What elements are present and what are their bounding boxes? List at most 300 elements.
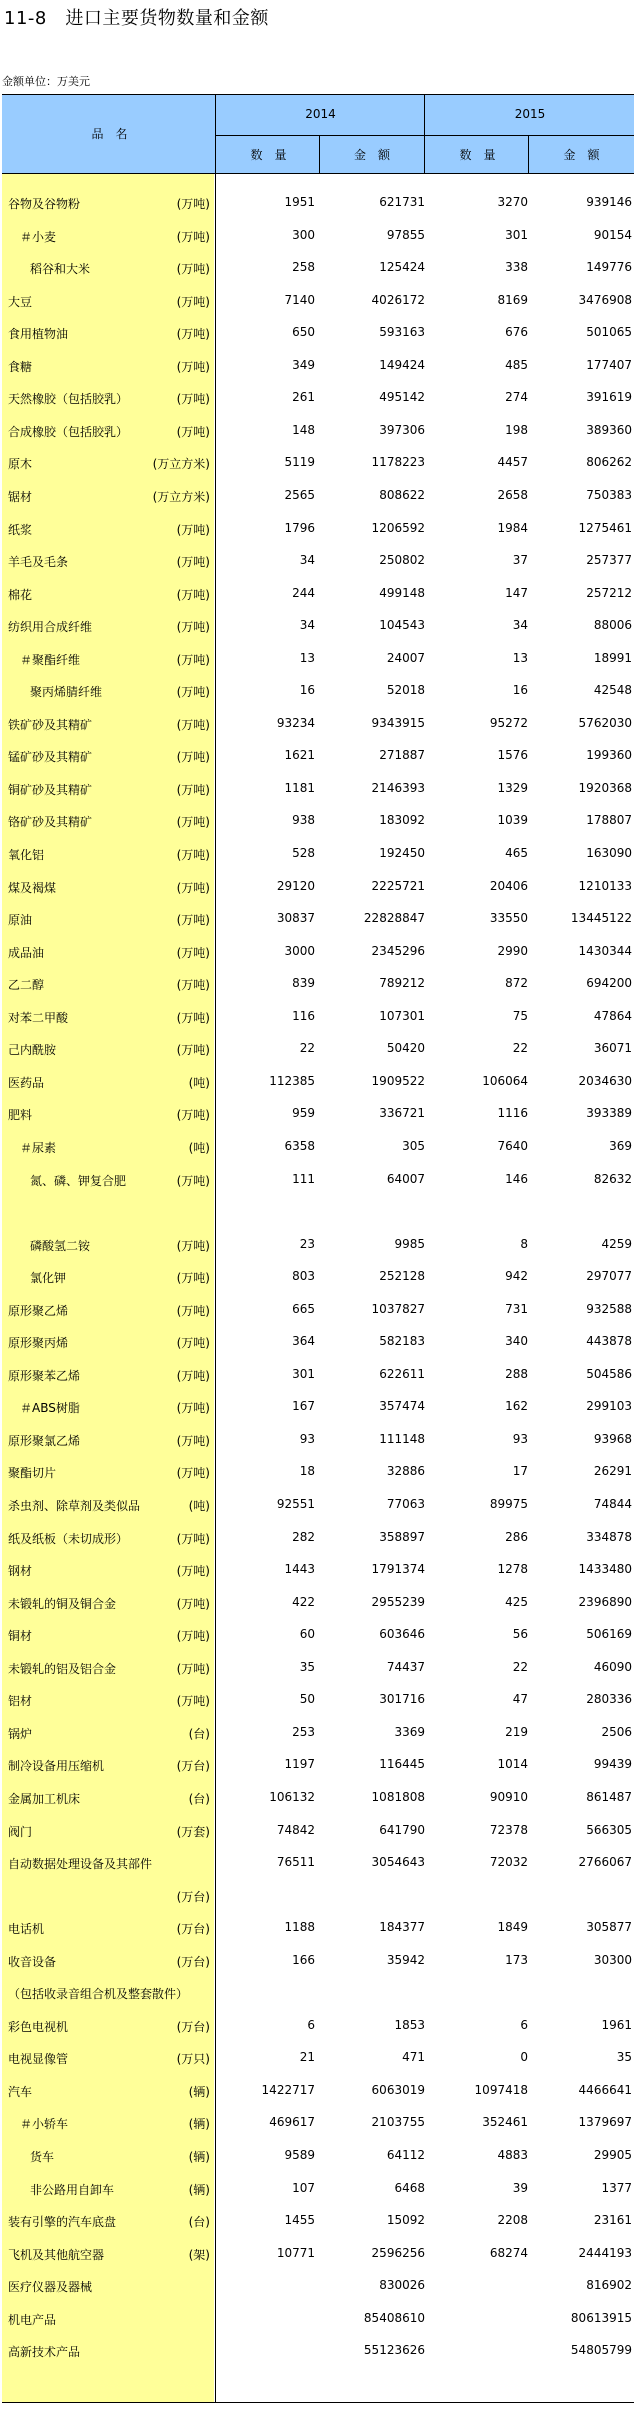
amount-2015: 74844 [593,1497,632,1511]
amount-2015: 305877 [586,1920,632,1935]
amount-2015: 29905 [593,2148,632,2162]
amount-2015: 750383 [586,487,632,502]
amount-2015: 5762030 [578,715,632,730]
qty-2014: 938 [292,813,315,828]
item-unit: (万吨) [176,1271,210,1286]
qty-2014: 9589 [284,2148,315,2162]
qty-2014: 10771 [276,2245,315,2260]
amount-2015: 506169 [586,1627,632,1642]
amount-2015: 1920368 [578,780,632,795]
table-row [0,2204,637,2236]
amount-2014: 641790 [379,1822,425,1837]
item-name: ＃小麦 [20,229,57,244]
amount-2014: 1081808 [371,1789,425,1804]
amount-2014: 192450 [379,846,425,860]
table-row [0,1163,637,1195]
qty-2014: 93234 [276,715,315,730]
item-unit: (万吨) [176,229,210,244]
table-row [0,1065,637,1097]
amount-2014: 6063019 [371,2082,425,2097]
amount-2015: 90154 [593,227,632,242]
item-unit: (万立方米) [152,457,210,472]
qty-2015: 2208 [497,2213,528,2228]
qty-2014: 18 [299,1464,315,1479]
amount-2014: 50420 [386,1041,425,1056]
qty-2015: 147 [505,585,528,600]
qty-2015: 13 [512,650,528,665]
item-unit: (万吨) [176,815,210,830]
qty-2015: 286 [505,1529,528,1544]
qty-2015: 1097418 [474,2082,528,2097]
amount-2015: 1379697 [578,2115,632,2130]
qty-2014: 13 [299,650,315,665]
unit-note: 金额单位：万美元 [2,75,90,88]
table-row [0,2009,637,2041]
item-name: 己内酰胺 [8,1043,57,1058]
item-unit: (辆) [188,2150,210,2164]
item-unit: (台) [188,1726,210,1741]
amount-2014: 3054643 [371,1855,425,1869]
item-name: 大豆 [8,294,33,309]
item-name: 电话机 [8,1922,45,1937]
item-name: ＃聚酯纤维 [20,652,81,667]
amount-2015: 1961 [601,2017,632,2032]
qty-2015: 75 [512,1008,528,1023]
qty-2015: 274 [505,390,528,405]
item-name: 氮、磷、钾复合肥 [30,1173,127,1188]
item-unit: (万台) [176,1889,210,1904]
item-unit: (万吨) [176,978,210,993]
amount-2015: 2506 [601,1724,632,1739]
item-name: 聚丙烯腈纤维 [30,685,103,700]
qty-2015: 1984 [497,520,528,535]
item-name: 原形聚苯乙烯 [8,1368,81,1383]
amount-2015: 1377 [601,2180,632,2195]
qty-2014: 364 [292,1334,315,1349]
item-unit: (台) [188,1791,210,1806]
qty-2015: 872 [505,976,528,991]
qty-2014: 30837 [276,911,315,926]
item-unit: (万吨) [176,1629,210,1644]
amount-2014: 6468 [394,2180,425,2195]
table-row [0,577,637,609]
amount-2015: 280336 [586,1692,632,1707]
amount-2015: 566305 [586,1822,632,1837]
rule-year-divider [424,95,425,173]
amount-2015: 54805799 [570,2343,632,2358]
item-name: 天然橡胶（包括胶乳） [8,392,129,407]
table-row [0,804,637,836]
qty-2014: 16 [299,683,315,698]
item-unit: (万台) [176,1759,210,1774]
amount-2015: 35 [616,2050,632,2065]
item-name: 聚酯切片 [8,1466,57,1481]
qty-2015: 72378 [489,1822,528,1837]
table-row [0,251,637,283]
item-name: 汽车 [8,2084,33,2099]
qty-2015: 146 [505,1171,528,1186]
item-name: 稻谷和大米 [30,262,91,277]
table-row [0,2106,637,2138]
item-name: 成品油 [8,945,45,960]
table-row [0,1228,637,1260]
header-item-label: 品 名 [91,127,128,141]
amount-2014: 271887 [379,748,425,763]
table-row [0,1423,637,1455]
table-row [0,2074,637,2106]
amount-2015: 1433480 [578,1562,632,1577]
amount-2015: 334878 [586,1529,632,1544]
table-row [0,1358,637,1390]
amount-2014: 107301 [379,1008,425,1023]
qty-2015: 7640 [497,1138,528,1153]
amount-2014: 24007 [386,650,425,665]
item-unit: (万吨) [176,1043,210,1058]
amount-2015: 30300 [593,1952,632,1967]
amount-2015: 369 [609,1138,632,1153]
item-name: 自动数据处理设备及其部件 [8,1857,153,1871]
item-name: 货车 [30,2150,55,2164]
table-row [0,1325,637,1357]
qty-2015: 731 [505,1301,528,1316]
amount-2014: 111148 [379,1431,425,1446]
qty-2014: 34 [299,553,315,567]
amount-2014: 830026 [379,2278,425,2293]
amount-2014: 1206592 [371,520,425,535]
item-unit: (万吨) [176,522,210,537]
qty-2014: 300 [292,227,315,242]
item-name: 对苯二甲酸 [8,1010,69,1025]
table-row [0,1781,637,1813]
item-unit: (万只) [176,2052,210,2067]
item-unit: (万吨) [176,1368,210,1383]
item-unit: (万吨) [176,913,210,928]
qty-2014: 106132 [269,1789,315,1804]
table-row [0,1944,637,1976]
amount-2014: 64007 [386,1171,425,1186]
amount-2014: 336721 [379,1106,425,1121]
item-unit: (万吨) [176,1010,210,1025]
table-row [0,1032,637,1064]
amount-2014: 125424 [379,260,425,275]
qty-2014: 1197 [284,1757,315,1772]
amount-2015: 816902 [586,2278,632,2293]
amount-2015: 257377 [586,553,632,567]
qty-2014: 5119 [284,455,315,470]
amount-2015: 163090 [586,846,632,860]
amount-2014: 1909522 [371,1073,425,1088]
amount-2014: 149424 [379,357,425,372]
table-row [0,1618,637,1650]
amount-2014: 104543 [379,618,425,633]
item-unit: (万吨) [176,782,210,797]
item-unit: (台) [188,2215,210,2230]
amount-2014: 301716 [379,1692,425,1707]
item-name: 医疗仪器及器械 [8,2280,93,2295]
qty-2015: 22 [512,1041,528,1056]
amount-2014: 471 [402,2050,425,2065]
item-name: 机电产品 [8,2312,57,2327]
item-unit: (吨) [188,1140,210,1155]
header-year-2014: 2014 [305,107,336,121]
item-unit: (万吨) [176,880,210,895]
amount-2014: 9985 [394,1236,425,1251]
table-row [0,2139,637,2171]
qty-2014: 650 [292,325,315,340]
amount-2014: 3369 [394,1724,425,1739]
qty-2015: 352461 [482,2115,528,2130]
qty-2015: 340 [505,1334,528,1349]
amount-2015: 13445122 [570,911,632,926]
amount-2014: 22828847 [363,911,425,926]
rule-2015-sub [528,136,529,173]
item-name: 原木 [8,457,33,472]
amount-2015: 88006 [593,618,632,633]
table-row [0,1130,637,1162]
amount-2015: 4466641 [578,2082,632,2097]
table-row [0,2302,637,2334]
amount-2015: 297077 [586,1269,632,1284]
table-row [0,2269,637,2301]
qty-2015: 2658 [497,487,528,502]
qty-2015: 1576 [497,748,528,763]
qty-2015: 219 [505,1724,528,1739]
amount-2015: 806262 [586,455,632,470]
qty-2014: 1181 [284,780,315,795]
qty-2014: 1443 [284,1562,315,1577]
table-row [0,1879,637,1911]
amount-2014: 358897 [379,1529,425,1544]
rule-bottom [2,2402,634,2403]
qty-2015: 8 [520,1236,528,1251]
qty-2014: 528 [292,846,315,860]
qty-2014: 1188 [284,1920,315,1935]
qty-2014: 167 [292,1399,315,1414]
amount-2014: 582183 [379,1334,425,1349]
amount-2015: 861487 [586,1789,632,1804]
amount-2014: 74437 [386,1659,425,1674]
item-name: 飞机及其他航空器 [8,2247,105,2262]
qty-2015: 95272 [489,715,528,730]
amount-2014: 252128 [379,1269,425,1284]
amount-2015: 47864 [593,1008,632,1023]
amount-2015: 932588 [586,1301,632,1316]
header-qty-2014: 数 量 [250,148,287,162]
item-name: 电视显像管 [8,2052,69,2067]
table-row [0,772,637,804]
table-row [0,739,637,771]
item-unit: (架) [188,2247,210,2262]
amount-2015: 42548 [593,683,632,698]
table-row [0,316,637,348]
amount-2014: 495142 [379,390,425,405]
item-name: 金属加工机床 [8,1791,81,1806]
table-row [0,1390,637,1422]
amount-2014: 1791374 [371,1562,425,1577]
item-unit: (万吨) [176,1173,210,1188]
table-row [0,1716,637,1748]
table-row [0,1293,637,1325]
qty-2014: 253 [292,1724,315,1739]
amount-2014: 9343915 [371,715,425,730]
qty-2015: 8169 [497,292,528,307]
item-name: 食糖 [8,359,33,374]
item-name: 锯材 [8,489,33,504]
amount-2014: 32886 [386,1464,425,1479]
amount-2014: 621731 [379,195,425,209]
amount-2015: 2766067 [578,1855,632,1869]
item-unit: (万吨) [176,1694,210,1709]
qty-2014: 34 [299,618,315,633]
item-name: 阀门 [8,1824,33,1839]
item-name: 谷物及谷物粉 [8,197,81,211]
table-row [0,1748,637,1780]
rule-header-mid [216,135,634,136]
item-name: 铜矿砂及其精矿 [8,782,93,797]
item-unit: (万吨) [176,848,210,862]
amount-2015: 80613915 [570,2310,632,2325]
qty-2014: 23 [299,1236,315,1251]
amount-2014: 622611 [379,1366,425,1381]
qty-2015: 17 [512,1464,528,1479]
qty-2015: 425 [505,1594,528,1609]
qty-2014: 1796 [284,520,315,535]
qty-2014: 60 [299,1627,315,1642]
amount-2014: 1037827 [371,1301,425,1316]
item-unit: (万吨) [176,1108,210,1123]
table-row [0,2334,637,2366]
item-name: ＃尿素 [20,1140,57,1155]
qty-2015: 56 [512,1627,528,1642]
amount-2014: 593163 [379,325,425,340]
qty-2014: 74842 [276,1822,315,1837]
amount-2015: 3476908 [578,292,632,307]
item-name: 铜材 [8,1629,33,1644]
amount-2015: 177407 [586,357,632,372]
amount-2015: 1275461 [578,520,632,535]
item-unit: (万吨) [176,359,210,374]
qty-2015: 1116 [497,1106,528,1121]
item-unit: (万台) [176,1922,210,1937]
amount-2014: 184377 [379,1920,425,1935]
amount-2015: 178807 [586,813,632,828]
table-row [0,1911,637,1943]
amount-2014: 250802 [379,553,425,567]
item-name: 纸浆 [8,522,33,537]
qty-2015: 2990 [497,943,528,958]
qty-2014: 29120 [276,878,315,893]
item-unit: (万吨) [176,294,210,309]
qty-2015: 4457 [497,455,528,470]
item-name: 制冷设备用压缩机 [8,1759,105,1774]
amount-2014: 64112 [386,2148,425,2162]
item-unit: (万吨) [176,1303,210,1318]
qty-2015: 68274 [489,2245,528,2260]
header-amt-2014: 金 额 [353,148,390,162]
amount-2015: 393389 [586,1106,632,1121]
item-name: 铝材 [8,1694,33,1709]
item-unit: (万吨) [176,327,210,342]
table-row [0,2172,637,2204]
item-unit: (万吨) [176,685,210,700]
amount-2014: 15092 [386,2213,425,2228]
qty-2015: 1014 [497,1757,528,1772]
amount-2014: 789212 [379,976,425,991]
item-name: 食用植物油 [8,327,69,342]
qty-2015: 20406 [489,878,528,893]
qty-2015: 301 [505,227,528,242]
qty-2014: 111 [292,1171,315,1186]
table-row [0,2237,637,2269]
qty-2015: 3270 [497,195,528,209]
qty-2014: 6 [307,2017,315,2032]
item-name: 彩色电视机 [8,2019,69,2034]
amount-2015: 36071 [593,1041,632,1056]
amount-2015: 2444193 [578,2245,632,2260]
table-row [0,1521,637,1553]
item-unit: (万吨) [176,392,210,407]
amount-2014: 183092 [379,813,425,828]
qty-2015: 676 [505,325,528,340]
table-row [0,284,637,316]
table-row [0,609,637,641]
qty-2015: 288 [505,1366,528,1381]
item-unit: (万吨) [176,1531,210,1546]
item-unit: (辆) [188,2182,210,2197]
table-row [0,642,637,674]
item-name: 未锻轧的铜及铜合金 [8,1596,117,1611]
amount-2015: 82632 [593,1171,632,1186]
table-row [0,186,637,218]
header-amt-2015: 金 额 [563,148,600,162]
item-unit: (万吨) [176,1596,210,1611]
qty-2014: 258 [292,260,315,275]
item-name: 铁矿砂及其精矿 [8,717,93,732]
table-row [0,967,637,999]
qty-2014: 244 [292,585,315,600]
qty-2015: 16 [512,683,528,698]
amount-2014: 85408610 [363,2310,425,2325]
table-row [0,1553,637,1585]
amount-2015: 939146 [586,195,632,209]
qty-2015: 1039 [497,813,528,828]
qty-2015: 6 [520,2017,528,2032]
table-row [0,1976,637,2008]
qty-2015: 90910 [489,1789,528,1804]
qty-2014: 959 [292,1106,315,1121]
qty-2014: 107 [292,2180,315,2195]
table-row [0,1586,637,1618]
amount-2015: 299103 [586,1399,632,1414]
item-unit: (万吨) [176,587,210,602]
item-name: 煤及褐煤 [8,880,57,895]
item-unit: (辆) [188,2117,210,2132]
table-row [0,902,637,934]
qty-2015: 33550 [489,911,528,926]
rule-top [2,94,634,95]
table-row [0,674,637,706]
amount-2015: 443878 [586,1334,632,1349]
item-name: ＃ABS树脂 [20,1401,80,1416]
item-unit: (万台) [176,2019,210,2034]
table-row [0,1814,637,1846]
qty-2014: 166 [292,1952,315,1967]
amount-2014: 808622 [379,487,425,502]
item-unit: (万吨) [176,1401,210,1416]
header-qty-2015: 数 量 [459,148,496,162]
amount-2014: 1853 [394,2017,425,2032]
qty-2015: 37 [512,553,528,567]
